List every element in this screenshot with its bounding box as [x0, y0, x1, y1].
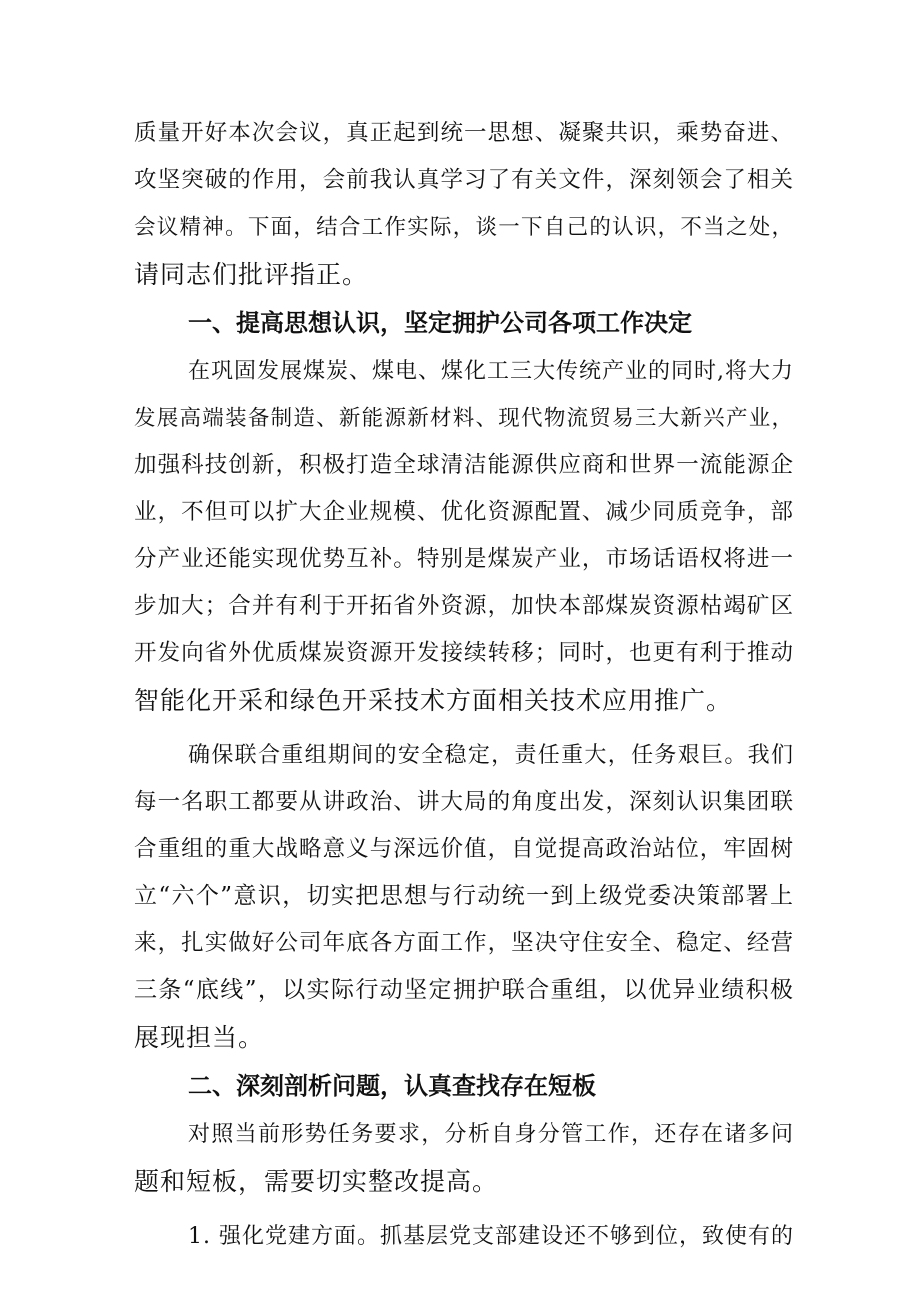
text-line: 步加大；合并有利于开拓省外资源，加快本部煤炭资源枯竭矿区: [134, 593, 794, 619]
text-line: 来，扎实做好公司年底各方面工作，坚决守住安全、稳定、经营: [134, 930, 794, 956]
section-heading-2: 二、深刻剖析问题，认真查找存在短板: [188, 1072, 596, 1100]
text-line: 展现担当。: [134, 1023, 265, 1052]
text-line: 请同志们批评指正。: [134, 260, 369, 289]
text-line: 确保联合重组期间的安全稳定，责任重大，任务艰巨。我们: [188, 743, 794, 768]
text-line: 质量开好本次会议，真正起到统一思想、凝聚共识，乘势奋进、: [134, 120, 794, 146]
text-line: 合重组的重大战略意义与深远价值，自觉提高政治站位，牢固树: [134, 836, 794, 862]
body-paragraph-4: [134, 1213, 794, 1260]
text-line: 立“六个”意识，切实把思想与行动统一到上级党委决策部署上: [134, 883, 794, 909]
text-line: 加强科技创新，积极打造全球清洁能源供应商和世界一流能源企: [134, 452, 794, 478]
text-line: 对照当前形势任务要求，分析自身分管工作，还存在诸多问: [188, 1122, 794, 1147]
body-paragraph-3: [134, 1111, 794, 1205]
document-body: [134, 110, 794, 1260]
section-heading-1: 一、提高思想认识，坚定拥护公司各项工作决定: [188, 309, 692, 337]
text-line: 攻坚突破的作用，会前我认真学习了有关文件，深刻领会了相关: [134, 167, 794, 193]
text-line: 在巩固发展煤炭、煤电、煤化工三大传统产业的同时,将大力: [188, 359, 794, 384]
body-paragraph-1: [134, 348, 794, 724]
text-line: 三条“底线”，以实际行动坚定拥护联合重组，以优异业绩积极: [134, 977, 794, 1003]
text-line: 会议精神。下面，结合工作实际，谈一下自己的认识，不当之处，: [134, 215, 794, 240]
text-line: 题和短板，需要切实整改提高。: [134, 1167, 499, 1196]
text-line: 1. 强化党建方面。抓基层党支部建设还不够到位，致使有的: [188, 1224, 794, 1249]
text-line: 开发向省外优质煤炭资源开发接续转移；同时，也更有利于推动: [134, 640, 794, 666]
text-line: 发展高端装备制造、新能源新材料、现代物流贸易三大新兴产业，: [134, 406, 794, 431]
text-line: 业，不但可以扩大企业规模、优化资源配置、减少同质竞争，部: [134, 499, 794, 525]
text-line: 每一名职工都要从讲政治、讲大局的角度出发，深刻认识集团联: [134, 789, 794, 815]
intro-paragraph: [134, 110, 794, 298]
text-line: 分产业还能实现优势互补。特别是煤炭产业，市场话语权将进一: [134, 546, 794, 572]
body-paragraph-2: [134, 732, 794, 1061]
text-line: 智能化开采和绿色开采技术方面相关技术应用推广。: [134, 686, 733, 715]
